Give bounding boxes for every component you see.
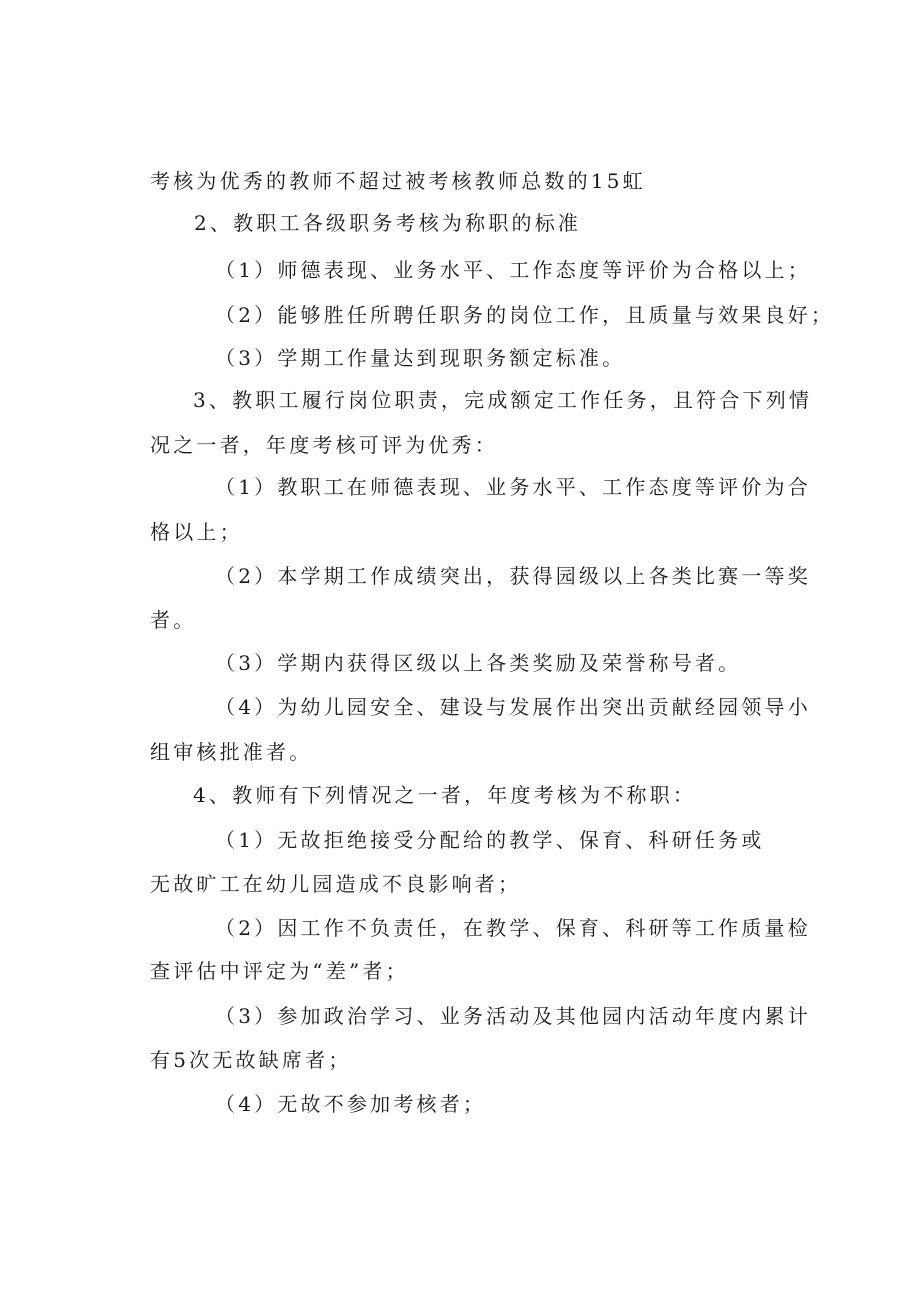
list-item-4-1-cont: 无故旷工在幼儿园造成不良影响者； bbox=[150, 872, 522, 896]
list-item-3-4: （4）为幼儿园安全、建设与发展作出突出贡献经园领导小 bbox=[215, 695, 811, 719]
list-item-4-3-cont: 有5次无故缺席者； bbox=[150, 1048, 352, 1072]
text-line-1: 考核为优秀的教师不超过被考核教师总数的15虹 bbox=[150, 169, 646, 193]
list-item-2-2: （2）能够胜任所聘任职务的岗位工作，且质量与效果良好； bbox=[215, 303, 835, 327]
list-item-4-2-cont: 查评估中评定为“差”者； bbox=[150, 959, 409, 983]
list-item-3-1: （1）教职工在师德表现、业务水平、工作态度等评价为合 bbox=[215, 475, 811, 499]
list-item-4-3: （3）参加政治学习、业务活动及其他园内活动年度内累计 bbox=[215, 1004, 811, 1028]
section-heading-3-cont: 况之一者，年度考核可评为优秀： bbox=[150, 433, 498, 457]
list-item-3-2: （2）本学期工作成绩突出，获得园级以上各类比赛一等奖 bbox=[215, 564, 811, 588]
list-item-3-3: （3）学期内获得区级以上各类奖励及荣誉称号者。 bbox=[215, 651, 742, 675]
list-item-4-1: （1）无故拒绝接受分配给的教学、保育、科研任务或 bbox=[215, 828, 765, 852]
list-item-2-1: （1）师德表现、业务水平、工作态度等评价为合格以上； bbox=[215, 258, 811, 282]
section-heading-3: 3、教职工履行岗位职责，完成额定工作任务，且符合下列情 bbox=[193, 388, 813, 412]
list-item-3-4-cont: 组审核批准者。 bbox=[150, 740, 313, 764]
list-item-4-4: （4）无故不参加考核者； bbox=[215, 1092, 487, 1116]
section-heading-4: 4、教师有下列情况之一者，年度考核为不称职： bbox=[193, 783, 697, 807]
list-item-4-2: （2）因工作不负责任，在教学、保育、科研等工作质量检 bbox=[215, 916, 811, 940]
list-item-3-1-cont: 格以上； bbox=[150, 520, 243, 544]
list-item-3-2-cont: 者。 bbox=[150, 608, 197, 632]
list-item-2-3: （3）学期工作量达到现职务额定标准。 bbox=[215, 346, 626, 370]
section-heading-2: 2、教职工各级职务考核为称职的标准 bbox=[194, 211, 582, 235]
